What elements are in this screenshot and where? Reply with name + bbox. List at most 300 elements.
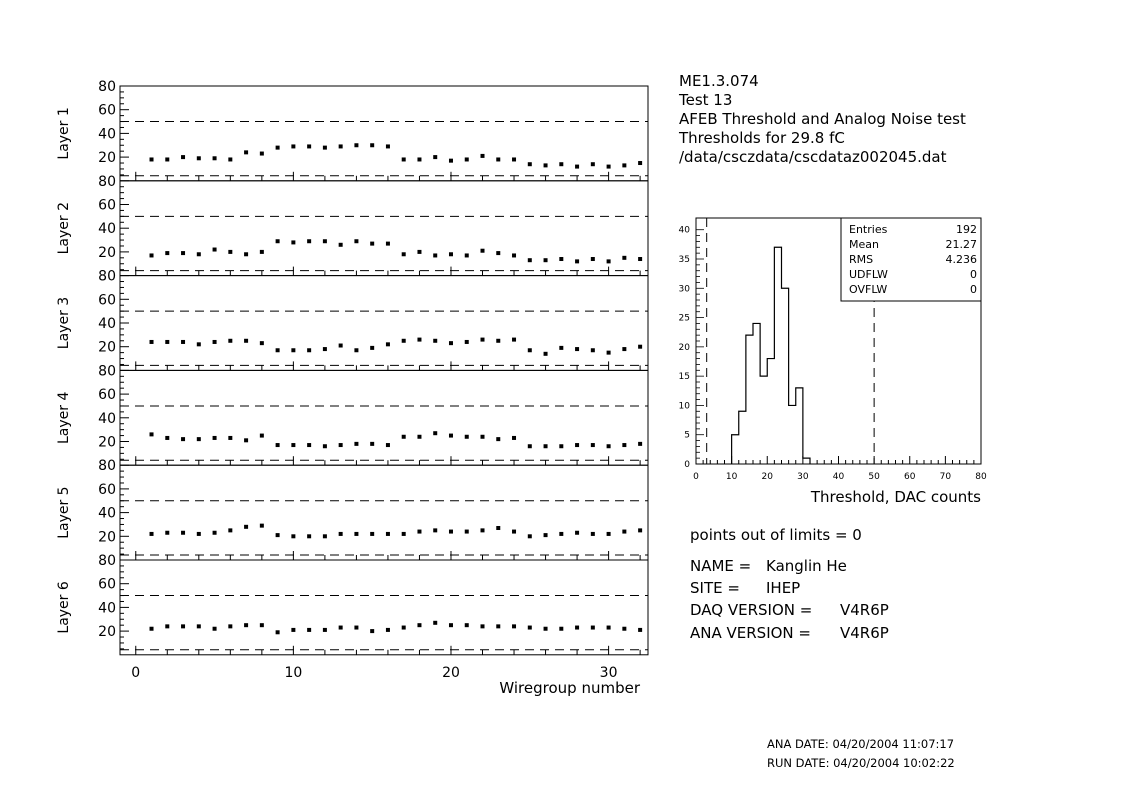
data-point xyxy=(496,157,500,161)
stats-label: OVFLW xyxy=(849,283,888,296)
data-point xyxy=(339,344,343,348)
hist-x-tick-label: 30 xyxy=(797,472,809,482)
data-point xyxy=(638,442,642,446)
out-of-limits-text: points out of limits = 0 xyxy=(690,526,862,544)
layer-panel xyxy=(56,79,648,181)
data-point xyxy=(417,157,421,161)
data-point xyxy=(591,443,595,447)
y-tick-label: 60 xyxy=(98,576,116,593)
y-tick-label: 60 xyxy=(98,102,116,119)
data-point xyxy=(512,157,516,161)
data-point xyxy=(622,347,626,351)
histogram-bin xyxy=(782,288,789,464)
data-point xyxy=(607,532,611,536)
data-point xyxy=(354,348,358,352)
ana-date: ANA DATE: 04/20/2004 11:07:17 xyxy=(767,737,955,751)
panel-frame xyxy=(120,276,648,371)
header-line-2: Test 13 xyxy=(679,91,733,109)
name-label: NAME = xyxy=(690,557,752,575)
x-tick-label: 10 xyxy=(284,664,303,681)
data-point xyxy=(307,348,311,352)
layer-label: Layer 1 xyxy=(56,107,72,160)
x-tick-label: 0 xyxy=(131,664,141,681)
data-point xyxy=(260,341,264,345)
histogram-bin xyxy=(753,323,760,464)
histogram-bin xyxy=(789,405,796,464)
data-point xyxy=(228,250,232,254)
histogram-bin xyxy=(767,359,774,464)
data-point xyxy=(354,442,358,446)
data-point xyxy=(638,345,642,349)
histogram-bin xyxy=(739,411,746,464)
data-point xyxy=(544,533,548,537)
data-point xyxy=(638,628,642,632)
y-tick-label: 80 xyxy=(98,173,116,190)
data-point xyxy=(339,532,343,536)
y-tick-label: 60 xyxy=(98,481,116,498)
data-point xyxy=(354,532,358,536)
daq-version-label: DAQ VERSION = xyxy=(690,601,813,619)
data-point xyxy=(165,157,169,161)
data-point xyxy=(512,253,516,257)
data-point xyxy=(449,434,453,438)
layer-panel xyxy=(56,363,648,465)
stats-label: UDFLW xyxy=(849,268,888,281)
y-tick-label: 40 xyxy=(98,600,116,617)
data-point xyxy=(213,340,217,344)
data-point xyxy=(213,436,217,440)
data-point xyxy=(165,624,169,628)
header-line-3: AFEB Threshold and Analog Noise test xyxy=(679,110,966,128)
data-point xyxy=(150,157,154,161)
data-point xyxy=(386,532,390,536)
hist-y-tick-label: 20 xyxy=(678,342,690,353)
data-point xyxy=(417,435,421,439)
data-point xyxy=(150,340,154,344)
data-point xyxy=(591,257,595,261)
data-point xyxy=(402,532,406,536)
data-point xyxy=(638,161,642,165)
hist-x-tick-label: 60 xyxy=(904,472,916,482)
data-point xyxy=(465,530,469,534)
data-point xyxy=(276,146,280,150)
data-point xyxy=(544,352,548,356)
header-line-5: /data/csczdata/cscdataz002045.dat xyxy=(679,148,947,166)
data-point xyxy=(260,152,264,156)
data-point xyxy=(481,624,485,628)
data-point xyxy=(402,626,406,630)
data-point xyxy=(481,528,485,532)
data-point xyxy=(244,150,248,154)
hist-x-axis-label: Threshold, DAC counts xyxy=(810,488,981,506)
data-point xyxy=(228,339,232,343)
data-point xyxy=(276,348,280,352)
data-point xyxy=(323,347,327,351)
y-tick-label: 80 xyxy=(98,553,116,569)
data-point xyxy=(528,258,532,262)
hist-x-tick-label: 80 xyxy=(975,472,987,482)
y-tick-label: 20 xyxy=(98,339,116,356)
data-point xyxy=(213,156,217,160)
data-point xyxy=(197,342,201,346)
stats-label: Mean xyxy=(849,238,879,251)
data-point xyxy=(307,628,311,632)
data-point xyxy=(496,624,500,628)
data-point xyxy=(559,257,563,261)
data-point xyxy=(417,250,421,254)
hist-x-tick-label: 70 xyxy=(939,472,952,482)
data-point xyxy=(591,162,595,166)
data-point xyxy=(165,340,169,344)
data-point xyxy=(291,443,295,447)
y-tick-label: 80 xyxy=(98,458,116,475)
data-point xyxy=(465,623,469,627)
data-point xyxy=(512,436,516,440)
data-point xyxy=(402,252,406,256)
data-point xyxy=(291,534,295,538)
stats-label: Entries xyxy=(849,223,888,236)
name-value: Kanglin He xyxy=(766,557,847,575)
histogram-bin xyxy=(774,247,781,464)
hist-x-tick-label: 20 xyxy=(761,472,773,482)
data-point xyxy=(528,626,532,630)
data-point xyxy=(228,528,232,532)
data-point xyxy=(402,157,406,161)
data-point xyxy=(197,532,201,536)
y-tick-label: 40 xyxy=(98,221,116,238)
data-point xyxy=(244,525,248,529)
data-point xyxy=(481,338,485,342)
data-point xyxy=(213,248,217,252)
data-point xyxy=(244,252,248,256)
hist-y-tick-label: 30 xyxy=(678,284,690,295)
hist-x-tick-label: 40 xyxy=(832,472,845,482)
data-point xyxy=(228,157,232,161)
data-point xyxy=(512,624,516,628)
data-point xyxy=(622,443,626,447)
data-point xyxy=(638,528,642,532)
data-point xyxy=(291,348,295,352)
data-point xyxy=(323,534,327,538)
panel-frame xyxy=(120,370,648,465)
ana-version-value: V4R6P xyxy=(840,624,889,642)
data-point xyxy=(165,251,169,255)
hist-y-tick-label: 15 xyxy=(678,372,690,383)
data-point xyxy=(323,239,327,243)
stats-value: 192 xyxy=(956,223,977,236)
data-point xyxy=(433,431,437,435)
site-label: SITE = xyxy=(690,579,740,597)
data-point xyxy=(575,165,579,169)
y-tick-label: 40 xyxy=(98,505,116,522)
data-point xyxy=(575,347,579,351)
data-point xyxy=(386,443,390,447)
data-point xyxy=(386,628,390,632)
data-point xyxy=(449,530,453,534)
data-point xyxy=(260,434,264,438)
histogram-bin xyxy=(732,435,739,464)
data-point xyxy=(622,256,626,260)
data-point xyxy=(370,629,374,633)
data-point xyxy=(197,437,201,441)
data-point xyxy=(591,348,595,352)
data-point xyxy=(622,163,626,167)
hist-y-tick-label: 5 xyxy=(684,430,690,441)
y-tick-label: 20 xyxy=(98,434,116,451)
data-point xyxy=(276,443,280,447)
panel-frame xyxy=(120,560,648,655)
data-point xyxy=(165,531,169,535)
data-point xyxy=(150,627,154,631)
data-point xyxy=(638,257,642,261)
data-point xyxy=(291,628,295,632)
data-point xyxy=(181,251,185,255)
data-point xyxy=(244,339,248,343)
layer-panel xyxy=(56,458,648,560)
data-point xyxy=(512,338,516,342)
data-point xyxy=(433,528,437,532)
data-point xyxy=(607,259,611,263)
data-point xyxy=(544,627,548,631)
data-point xyxy=(544,444,548,448)
y-tick-label: 60 xyxy=(98,197,116,214)
x-axis-label: Wiregroup number xyxy=(499,678,640,697)
stats-label: RMS xyxy=(849,253,874,266)
y-tick-label: 60 xyxy=(98,387,116,404)
data-point xyxy=(544,258,548,262)
histogram-bin xyxy=(746,335,753,464)
data-point xyxy=(307,443,311,447)
data-point xyxy=(449,252,453,256)
data-point xyxy=(307,239,311,243)
data-point xyxy=(575,531,579,535)
y-tick-label: 40 xyxy=(98,316,116,332)
threshold-histogram xyxy=(679,218,987,506)
data-point xyxy=(307,534,311,538)
data-point xyxy=(559,444,563,448)
data-point xyxy=(260,250,264,254)
data-point xyxy=(386,144,390,148)
data-point xyxy=(622,627,626,631)
histogram-outline xyxy=(732,247,810,464)
header-line-1: ME1.3.074 xyxy=(679,72,759,90)
data-point xyxy=(354,143,358,147)
y-tick-label: 80 xyxy=(98,363,116,380)
data-point xyxy=(386,242,390,246)
layer-label: Layer 3 xyxy=(56,296,72,350)
data-point xyxy=(417,530,421,534)
ana-version-label: ANA VERSION = xyxy=(690,624,811,642)
data-point xyxy=(512,530,516,534)
data-point xyxy=(481,249,485,253)
histogram-bin xyxy=(796,388,803,464)
data-point xyxy=(386,342,390,346)
data-point xyxy=(323,146,327,150)
data-point xyxy=(575,443,579,447)
data-point xyxy=(291,144,295,148)
data-point xyxy=(370,532,374,536)
data-point xyxy=(559,627,563,631)
data-point xyxy=(402,435,406,439)
data-point xyxy=(213,531,217,535)
data-point xyxy=(559,162,563,166)
data-point xyxy=(528,534,532,538)
y-tick-label: 20 xyxy=(98,150,116,167)
data-point xyxy=(607,351,611,355)
data-point xyxy=(339,443,343,447)
data-point xyxy=(181,340,185,344)
data-point xyxy=(528,348,532,352)
data-point xyxy=(260,524,264,528)
data-point xyxy=(496,339,500,343)
data-point xyxy=(607,165,611,169)
data-point xyxy=(244,623,248,627)
site-value: IHEP xyxy=(766,579,801,597)
histogram-bin xyxy=(803,458,810,464)
data-point xyxy=(496,437,500,441)
data-point xyxy=(228,624,232,628)
data-point xyxy=(276,630,280,634)
data-point xyxy=(433,621,437,625)
y-tick-label: 80 xyxy=(98,268,116,285)
data-point xyxy=(323,628,327,632)
data-point xyxy=(544,163,548,167)
hist-y-tick-label: 40 xyxy=(678,225,690,236)
data-point xyxy=(260,623,264,627)
data-point xyxy=(370,442,374,446)
data-point xyxy=(307,144,311,148)
data-point xyxy=(622,530,626,534)
data-point xyxy=(150,253,154,257)
data-point xyxy=(370,143,374,147)
data-point xyxy=(449,623,453,627)
data-point xyxy=(197,156,201,160)
data-point xyxy=(496,251,500,255)
data-point xyxy=(244,438,248,442)
data-point xyxy=(528,162,532,166)
layer-panel xyxy=(56,174,648,276)
data-point xyxy=(339,626,343,630)
data-point xyxy=(465,157,469,161)
data-point xyxy=(528,444,532,448)
data-point xyxy=(559,532,563,536)
data-point xyxy=(465,340,469,344)
data-point xyxy=(291,240,295,244)
layer-label: Layer 4 xyxy=(56,391,72,444)
header-line-4: Thresholds for 29.8 fC xyxy=(679,129,845,147)
data-point xyxy=(402,339,406,343)
data-point xyxy=(354,239,358,243)
hist-x-tick-label: 10 xyxy=(725,472,738,482)
data-point xyxy=(481,435,485,439)
y-tick-label: 20 xyxy=(98,244,116,261)
data-point xyxy=(276,533,280,537)
data-point xyxy=(276,239,280,243)
data-point xyxy=(181,624,185,628)
data-point xyxy=(433,339,437,343)
data-point xyxy=(496,526,500,530)
histogram-bin xyxy=(760,376,767,464)
data-point xyxy=(607,626,611,630)
hist-y-tick-label: 35 xyxy=(678,255,690,265)
stats-value: 4.236 xyxy=(945,253,977,266)
y-tick-label: 40 xyxy=(98,126,116,143)
layer-threshold-plots xyxy=(56,79,648,697)
data-point xyxy=(370,242,374,246)
data-point xyxy=(465,253,469,257)
data-point xyxy=(449,159,453,163)
hist-y-tick-label: 25 xyxy=(678,313,690,324)
info-block xyxy=(690,526,889,642)
hist-x-tick-label: 0 xyxy=(693,472,699,482)
hist-y-tick-label: 10 xyxy=(678,401,690,412)
data-point xyxy=(165,436,169,440)
data-point xyxy=(417,623,421,627)
data-point xyxy=(591,626,595,630)
data-point xyxy=(213,627,217,631)
data-point xyxy=(354,626,358,630)
data-point xyxy=(607,444,611,448)
data-point xyxy=(150,532,154,536)
data-point xyxy=(197,624,201,628)
panel-frame xyxy=(120,181,648,276)
data-point xyxy=(323,444,327,448)
panel-frame xyxy=(120,86,648,181)
data-point xyxy=(228,436,232,440)
y-tick-label: 20 xyxy=(98,624,116,641)
layer-panel xyxy=(56,269,648,371)
data-point xyxy=(449,341,453,345)
stats-value: 21.27 xyxy=(945,238,977,251)
y-tick-label: 60 xyxy=(98,292,116,309)
data-point xyxy=(575,259,579,263)
y-tick-label: 40 xyxy=(98,410,116,427)
layer-panel xyxy=(56,553,648,655)
stats-value: 0 xyxy=(970,268,977,281)
header-text xyxy=(678,72,966,166)
data-point xyxy=(339,243,343,247)
data-point xyxy=(181,531,185,535)
data-point xyxy=(465,435,469,439)
stats-value: 0 xyxy=(970,283,977,296)
daq-version-value: V4R6P xyxy=(840,601,889,619)
layer-label: Layer 6 xyxy=(56,581,72,634)
data-point xyxy=(433,155,437,159)
data-point xyxy=(181,155,185,159)
y-tick-label: 80 xyxy=(98,79,116,95)
data-point xyxy=(417,338,421,342)
data-point xyxy=(559,346,563,350)
data-point xyxy=(197,252,201,256)
data-point xyxy=(370,346,374,350)
data-point xyxy=(339,144,343,148)
data-point xyxy=(181,437,185,441)
data-point xyxy=(575,626,579,630)
hist-x-tick-label: 50 xyxy=(868,472,880,482)
data-point xyxy=(591,532,595,536)
data-point xyxy=(433,253,437,257)
layer-label: Layer 5 xyxy=(56,486,72,539)
x-tick-label: 20 xyxy=(442,664,460,681)
hist-y-tick-label: 0 xyxy=(684,460,690,470)
x-tick-label: 30 xyxy=(599,664,618,681)
layer-label: Layer 2 xyxy=(56,202,72,255)
data-point xyxy=(150,432,154,436)
run-date: RUN DATE: 04/20/2004 10:02:22 xyxy=(767,756,955,770)
panel-frame xyxy=(120,465,648,560)
dates-block xyxy=(767,737,955,770)
data-point xyxy=(481,154,485,158)
